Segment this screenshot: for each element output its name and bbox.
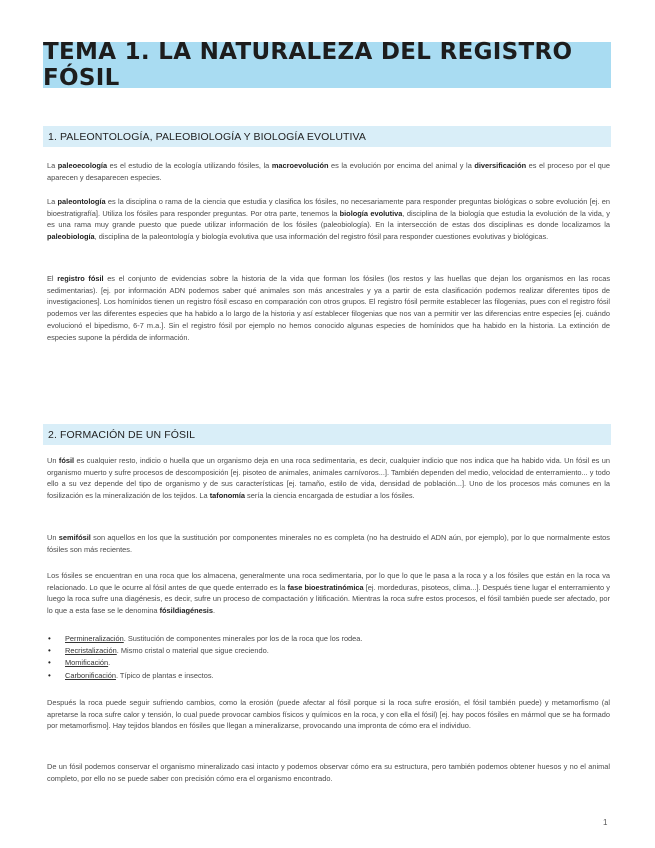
bold-term: fósildiagénesis (159, 606, 213, 616)
bold-term: registro fósil (57, 274, 104, 283)
text-run: . (212, 606, 216, 616)
title-banner (43, 39, 611, 91)
text-run: es el proceso por el que aparecen y desaparecen especies. (47, 161, 611, 182)
text-run: es el conjunto de evidencias sobre la historia de la vida que forman los fósiles (los restos y las huellas que dejan los organismos en las rocas sedimentarias). [ej. por información ADN podemos saber qué animales son más ancestrales y ya a partir de esta clasificación podemos realizar diferentes tipos de investigaciones]. Los homínidos tienen un registro fósil escaso en comparación con otros grupos. El registro fósil permite establecer las filogenias, pues con el registro fósil podemos ver las diferentes especies que ha habido a lo largo de la historia y así establecer filogenias que nos van a permitir ver las diferencias entre especies [ej. cuándo evolucionó el bipedismo, 6-7 m.a.]. Sin el registro fósil por ejemplo no hemos conocido algunas especies de homínidos que ha habido en la historia. La extinción de especies supone la pérdida de información. (47, 274, 611, 342)
list-item-desc: . Sustitución de componentes minerales por los de la roca que los rodea. (123, 634, 363, 643)
text-run: De un fósil podemos conservar el organismo mineralizado casi intacto y podemos observar cómo era su estructura, pero también podemos obtener huesos y no el animal completo, por ello no se puede saber con precisión cómo era el organismo encontrado. (47, 762, 610, 783)
bold-term: tafonomía (209, 491, 245, 501)
bold-term: fase bioestratinómica (287, 582, 364, 592)
text-run: [ej. mordeduras, pisoteos, clima...]. Después tiene lugar el enterramiento y luego la roca sufre una diagénesis, es decir, sufre un proceso de compactación y litificación. Mientras la roca sufre estos procesos, el fósil también puede ser afectado, por lo que a esta fase se le denomina (47, 582, 610, 616)
text-run: Los fósiles se encuentran en una roca que los almacena, generalmente una roca sedimentaria, por lo que lo que le pasa a la roca y a los fósiles que están en la roca va relacionado. Lo que le ocurre al fósil antes de que quede enterrado es la (47, 571, 610, 592)
paragraph (47, 160, 610, 183)
text-run: Un (47, 456, 59, 465)
list-item-term: Permineralización (65, 634, 124, 643)
paragraph (47, 455, 610, 502)
list-item (47, 657, 607, 669)
bold-term: biología evolutiva (339, 208, 403, 218)
text-run: Después la roca puede seguir sufriendo cambios, como la erosión (puede afectar al fósil porque si la roca sufre erosión, el fósil también puede) y metamorfismo (al apretarse la roca sufre calor y tensión, lo cual puede provocar cambios físicos y químicos en la roca, y con ella el fósil) [ej. hay pocos fósiles en mármol que se ha formado por metamorfismo]. Hay tejidos blandos en fósiles que llegan a mineralizarse, provocando una impronta de cómo era el individuo. (47, 698, 610, 731)
bold-term: paleontología (57, 197, 106, 206)
fossilization-types-list (47, 633, 607, 682)
list-item-term: Carbonificación (65, 670, 116, 680)
bold-term: diversificación (474, 161, 527, 170)
bold-term: semifósil (58, 533, 91, 542)
bold-term: macroevolución (271, 161, 329, 170)
bold-term: paleoecología (57, 161, 108, 170)
section-heading-text: 2. FORMACIÓN DE UN FÓSIL (48, 428, 196, 441)
section-heading-2 (43, 424, 611, 445)
paragraph (47, 532, 610, 555)
text-run: es el estudio de la ecología utilizando fósiles, la (107, 161, 272, 170)
text-run: La (47, 161, 58, 170)
paragraph (47, 570, 610, 617)
text-run: es la evolución por encima del animal y la (328, 161, 475, 170)
bold-term: paleobiología (47, 232, 95, 242)
paragraph (47, 196, 610, 243)
text-run: es cualquier resto, indicio o huella que un organismo deja en una roca sedimentaria, es decir, cualquier indicio que nos indica que ha habido vida. Un fósil es un organismo muerto y sufre procesos de descomposición [ej. pisoteo de animales, animales carnívoros...]. También dependen del medio, velocidad de enterramiento... y todo ello a su vez depende del tipo de organismo y de sus características [ej. tamaño, estilo de vida, densidad de población...]. Uno de los procesos más comunes en la fosilización es la mineralización de los tejidos. La (47, 456, 610, 501)
text-run: sería la ciencia encargada de estudiar a los fósiles. (245, 491, 415, 501)
paragraph (47, 761, 610, 784)
text-run: es la disciplina o rama de la ciencia que estudia y clasifica los fósiles, no necesariamente para responder preguntas biológicas o sobre evolución [ej. en bioestratigrafía]. Utiliza los fósiles para responder preguntas. Por otra parte, tenemos la (47, 197, 610, 218)
list-item-desc: . Mismo cristal o material que sigue creciendo. (116, 646, 269, 656)
list-item-desc: . (108, 658, 111, 668)
page-number: 1 (603, 818, 608, 827)
list-item (47, 645, 607, 657)
list-item-term: Recristalización (65, 646, 117, 656)
text-run: , disciplina de la biología que estudia la evolución de la vida, y es una rama muy grande puesto que puede utilizar información de los fósiles (paleobiología). En la intersección de estas dos disciplinas es donde localizamos la (47, 208, 610, 230)
list-item-desc: . Típico de plantas e insectos. (115, 670, 214, 680)
list-item (47, 670, 607, 682)
paragraph (47, 697, 610, 732)
list-item (47, 633, 607, 645)
bold-term: fósil (58, 456, 75, 465)
document-title: TEMA 1. LA NATURALEZA DEL REGISTRO FÓSIL (43, 39, 573, 91)
text-run: , disciplina de la paleontología y biología evolutiva que usa información del registro fósil para responder cuestiones evolutivas y biológicas. (94, 232, 549, 242)
section-heading-1 (43, 126, 611, 147)
text-run: El (47, 274, 58, 283)
text-run: La (47, 197, 58, 206)
section-heading-text: 1. PALEONTOLOGÍA, PALEOBIOLOGÍA Y BIOLOGÍA EVOLUTIVA (48, 130, 366, 143)
text-run: Un (47, 533, 59, 542)
text-run: son aquellos en los que la sustitución por componentes minerales no es completa (no ha destruido el ADN aún, por ejemplo), por lo que normalmente estos fósiles son más recientes. (47, 533, 610, 554)
paragraph (47, 273, 610, 343)
list-item-term: Momificación (65, 658, 109, 668)
